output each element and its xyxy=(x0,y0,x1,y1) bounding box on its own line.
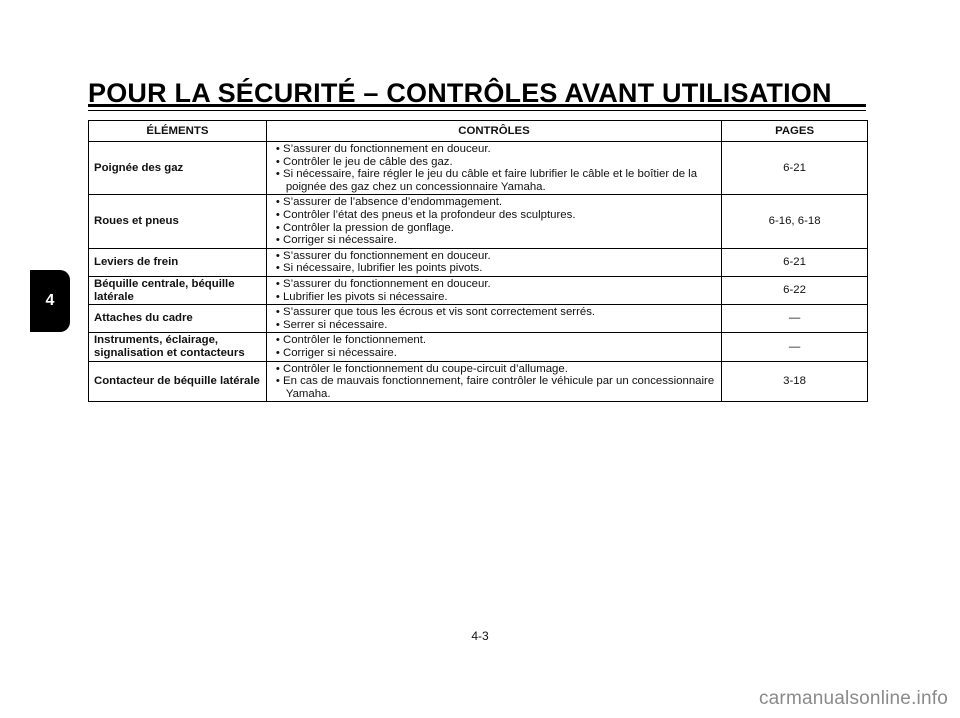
checks-cell xyxy=(266,142,721,195)
check-item: • Corriger si nécessaire. xyxy=(272,347,716,360)
table-header-row xyxy=(89,121,868,142)
check-item: • Serrer si nécessaire. xyxy=(272,319,716,332)
pages-cell: 6-16, 6-18 xyxy=(722,195,868,248)
table-row xyxy=(89,248,868,276)
pages-cell: — xyxy=(722,305,868,333)
check-item: • S’assurer de l’absence d’endommagement. xyxy=(272,196,716,209)
pages-cell: 6-21 xyxy=(722,142,868,195)
check-item: • Contrôler le fonctionnement du coupe-circuit d’allumage. xyxy=(272,363,716,376)
check-item: • Si nécessaire, lubrifier les points pivots. xyxy=(272,262,716,275)
pages-cell: — xyxy=(722,333,868,361)
table-row xyxy=(89,333,868,361)
table-row xyxy=(89,305,868,333)
check-item: • Contrôler le fonctionnement. xyxy=(272,334,716,347)
check-item: • Contrôler la pression de gonflage. xyxy=(272,222,716,235)
element-cell: Béquille centrale, béquille latérale xyxy=(89,276,267,304)
pages-cell: 3-18 xyxy=(722,361,868,402)
check-item: • Corriger si nécessaire. xyxy=(272,234,716,247)
element-cell: Contacteur de béquille latérale xyxy=(89,361,267,402)
title-underline xyxy=(88,104,866,111)
watermark: carmanualsonline.info xyxy=(758,688,948,709)
chapter-tab: 4 xyxy=(30,270,70,332)
checks-cell xyxy=(266,276,721,304)
element-cell: Poignée des gaz xyxy=(89,142,267,195)
check-item: • S’assurer du fonctionnement en douceur. xyxy=(272,278,716,291)
check-item: • S’assurer du fonctionnement en douceur. xyxy=(272,250,716,263)
check-item: • S’assurer du fonctionnement en douceur. xyxy=(272,143,716,156)
column-header-pages: PAGES xyxy=(722,121,868,142)
checks-cell xyxy=(266,305,721,333)
checks-cell xyxy=(266,333,721,361)
element-cell: Attaches du cadre xyxy=(89,305,267,333)
element-cell: Instruments, éclairage, signalisation et contacteurs xyxy=(89,333,267,361)
table-row xyxy=(89,195,868,248)
checks-cell xyxy=(266,248,721,276)
checks-cell xyxy=(266,361,721,402)
check-item: • Si nécessaire, faire régler le jeu du câble et faire lubrifier le câble et le boîtier de la poignée des gaz chez un concessionnaire Yamaha. xyxy=(272,168,716,193)
pre-operation-checklist-table xyxy=(88,120,868,402)
check-item: • En cas de mauvais fonctionnement, faire contrôler le véhicule par un concessionnaire Yamaha. xyxy=(272,375,716,400)
column-header-elements: ÉLÉMENTS xyxy=(89,121,267,142)
table-row xyxy=(89,361,868,402)
pages-cell: 6-21 xyxy=(722,248,868,276)
checks-cell xyxy=(266,195,721,248)
check-item: • S’assurer que tous les écrous et vis sont correctement serrés. xyxy=(272,306,716,319)
element-cell: Leviers de frein xyxy=(89,248,267,276)
table-row xyxy=(89,142,868,195)
element-cell: Roues et pneus xyxy=(89,195,267,248)
check-item: • Contrôler le jeu de câble des gaz. xyxy=(272,156,716,169)
check-item: • Lubrifier les pivots si nécessaire. xyxy=(272,291,716,304)
column-header-checks: CONTRÔLES xyxy=(266,121,721,142)
pages-cell: 6-22 xyxy=(722,276,868,304)
page-number: 4-3 xyxy=(471,629,489,643)
check-item: • Contrôler l’état des pneus et la profondeur des sculptures. xyxy=(272,209,716,222)
page-title: POUR LA SÉCURITÉ – CONTRÔLES AVANT UTILISATION xyxy=(88,78,832,108)
table-row xyxy=(89,276,868,304)
